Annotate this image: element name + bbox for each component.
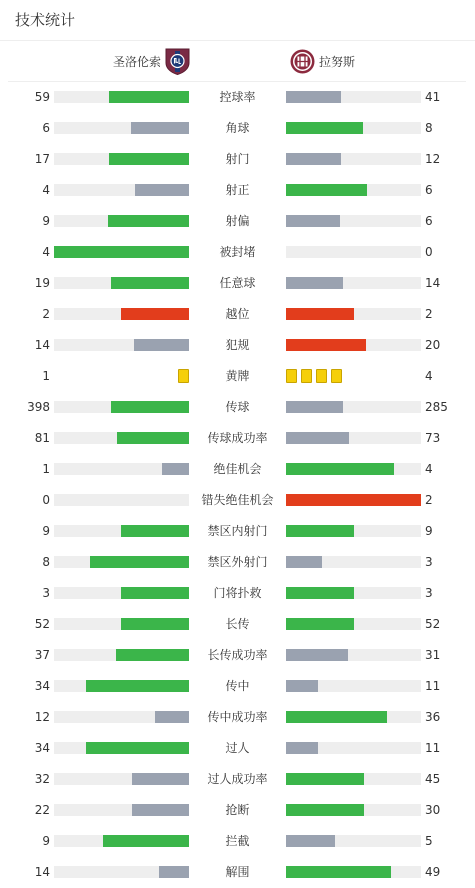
home-bar-track xyxy=(54,432,189,444)
away-bar-fill xyxy=(286,153,341,165)
home-bar-fill xyxy=(109,153,189,165)
home-bar-track xyxy=(54,866,189,878)
home-bar-fill xyxy=(117,432,189,444)
stat-label: 传中成功率 xyxy=(207,710,268,724)
home-value: 81 xyxy=(34,431,50,445)
home-bar-fill xyxy=(108,215,189,227)
home-team[interactable] xyxy=(113,48,190,75)
home-value: 4 xyxy=(42,183,50,197)
away-bar-fill xyxy=(286,339,366,351)
home-bar-fill xyxy=(134,339,189,351)
away-value: 41 xyxy=(425,90,441,104)
home-value: 34 xyxy=(34,679,50,693)
home-value: 19 xyxy=(34,276,50,290)
stat-row[interactable] xyxy=(0,640,475,671)
away-bar-track xyxy=(286,494,421,506)
away-value: 31 xyxy=(425,648,441,662)
away-bar-fill xyxy=(286,215,340,227)
away-value: 9 xyxy=(425,524,433,538)
home-bar-fill xyxy=(111,401,189,413)
stat-row[interactable] xyxy=(0,516,475,547)
away-bar-fill xyxy=(286,432,349,444)
stat-label: 犯规 xyxy=(225,338,250,352)
away-bar-fill xyxy=(286,184,367,196)
home-bar-fill xyxy=(135,184,189,196)
stat-row[interactable] xyxy=(0,175,475,206)
home-bar-track xyxy=(54,525,189,537)
home-bar-track xyxy=(54,153,189,165)
away-value: 3 xyxy=(425,586,433,600)
home-bar-fill xyxy=(121,618,189,630)
home-value: 32 xyxy=(34,772,50,786)
away-bar-track xyxy=(286,773,421,785)
stats-list xyxy=(0,82,475,888)
away-value: 49 xyxy=(425,865,441,879)
home-value: 0 xyxy=(42,493,50,507)
stat-row[interactable] xyxy=(0,733,475,764)
away-value: 30 xyxy=(425,803,441,817)
away-bar-fill xyxy=(286,680,318,692)
home-bar-fill xyxy=(162,463,189,475)
stat-label: 过人成功率 xyxy=(207,772,268,786)
stat-row[interactable] xyxy=(0,609,475,640)
stat-row[interactable] xyxy=(0,702,475,733)
stat-label: 越位 xyxy=(225,307,250,321)
away-bar-track xyxy=(286,556,421,568)
away-bar-fill xyxy=(286,587,354,599)
away-value: 4 xyxy=(425,462,433,476)
away-bar-track xyxy=(286,649,421,661)
home-bar-fill xyxy=(90,556,189,568)
stat-label: 被封堵 xyxy=(219,245,256,259)
home-value: 9 xyxy=(42,214,50,228)
home-bar-fill xyxy=(103,835,189,847)
home-value: 37 xyxy=(34,648,50,662)
home-team-name: 圣洛伦索 xyxy=(112,54,161,69)
stat-row[interactable] xyxy=(0,795,475,826)
away-bar-fill xyxy=(286,866,391,878)
away-value: 0 xyxy=(425,245,433,259)
away-value: 36 xyxy=(425,710,441,724)
page-title: 技术统计 xyxy=(15,11,76,29)
stat-label: 射门 xyxy=(225,152,250,166)
away-value: 73 xyxy=(425,431,441,445)
home-bar-track xyxy=(54,308,189,320)
stat-label: 抢断 xyxy=(225,803,250,817)
away-value: 14 xyxy=(425,276,441,290)
away-team[interactable] xyxy=(290,48,355,75)
away-bar-track xyxy=(286,835,421,847)
home-bar-fill xyxy=(155,711,189,723)
away-bar-track xyxy=(286,587,421,599)
away-bar-track xyxy=(286,711,421,723)
home-value: 17 xyxy=(34,152,50,166)
away-bar-track xyxy=(286,618,421,630)
away-bar-fill xyxy=(286,618,354,630)
away-bar-fill xyxy=(286,277,343,289)
away-bar-fill xyxy=(286,649,348,661)
stat-row[interactable] xyxy=(0,485,475,516)
away-bar-fill xyxy=(286,556,322,568)
home-value: 1 xyxy=(42,462,50,476)
home-value: 59 xyxy=(34,90,50,104)
home-bar-fill xyxy=(86,742,189,754)
home-bar-track xyxy=(54,246,189,258)
stat-row[interactable] xyxy=(0,113,475,144)
home-bar-track xyxy=(54,122,189,134)
stat-label: 错失绝佳机会 xyxy=(201,493,274,507)
stat-row[interactable] xyxy=(0,299,475,330)
home-value: 14 xyxy=(34,338,50,352)
away-bar-fill xyxy=(286,91,341,103)
away-bar-track xyxy=(286,525,421,537)
home-bar-fill xyxy=(121,525,189,537)
home-bar-fill xyxy=(86,680,189,692)
home-value: 52 xyxy=(34,617,50,631)
stat-row[interactable] xyxy=(0,857,475,888)
away-bar-fill xyxy=(286,525,354,537)
stat-row[interactable] xyxy=(0,578,475,609)
away-value: 6 xyxy=(425,214,433,228)
home-bar-track xyxy=(54,742,189,754)
away-value: 2 xyxy=(425,493,433,507)
home-value: 8 xyxy=(42,555,50,569)
stat-label: 解围 xyxy=(225,865,250,879)
away-bar-fill xyxy=(286,463,394,475)
home-value: 398 xyxy=(27,400,50,414)
away-bar-track xyxy=(286,277,421,289)
stat-row[interactable] xyxy=(0,826,475,857)
away-value: 11 xyxy=(425,741,441,755)
home-bar-fill xyxy=(121,308,189,320)
home-bar-track xyxy=(54,494,189,506)
home-value: 9 xyxy=(42,524,50,538)
home-bar-track xyxy=(54,804,189,816)
away-bar-track xyxy=(286,184,421,196)
away-bar-track xyxy=(286,680,421,692)
stat-row[interactable] xyxy=(0,206,475,237)
yellow-card-icon xyxy=(286,369,297,383)
home-bar-fill xyxy=(132,773,189,785)
away-bar-track xyxy=(286,91,421,103)
away-value: 2 xyxy=(425,307,433,321)
home-value: 14 xyxy=(34,865,50,879)
home-value: 4 xyxy=(42,245,50,259)
stat-label: 门将扑救 xyxy=(213,586,262,600)
stat-row[interactable] xyxy=(0,764,475,795)
stat-label: 绝佳机会 xyxy=(213,462,262,476)
home-bar-track xyxy=(54,91,189,103)
away-bar-track xyxy=(286,866,421,878)
home-value: 3 xyxy=(42,586,50,600)
home-value: 22 xyxy=(34,803,50,817)
away-value: 4 xyxy=(425,369,433,383)
home-bar-fill xyxy=(109,91,189,103)
away-bar-track xyxy=(286,308,421,320)
away-bar-fill xyxy=(286,773,364,785)
away-bar-track xyxy=(286,339,421,351)
home-bar-track xyxy=(54,773,189,785)
stat-label: 控球率 xyxy=(219,90,256,104)
stat-label: 长传成功率 xyxy=(207,648,268,662)
stats-header xyxy=(0,0,475,41)
away-bar-track xyxy=(286,432,421,444)
stat-row[interactable] xyxy=(0,144,475,175)
stat-row[interactable] xyxy=(0,454,475,485)
home-bar-track xyxy=(54,680,189,692)
stat-label: 黄牌 xyxy=(225,369,250,383)
stat-label: 传球成功率 xyxy=(207,431,268,445)
stat-label: 射正 xyxy=(225,183,250,197)
home-bar-track xyxy=(54,463,189,475)
san-lorenzo-crest-icon xyxy=(165,48,190,75)
home-bar-track xyxy=(54,587,189,599)
yellow-card-icon xyxy=(331,369,342,383)
stat-label: 任意球 xyxy=(219,276,256,290)
away-value: 8 xyxy=(425,121,433,135)
away-bar-fill xyxy=(286,804,364,816)
stat-row[interactable] xyxy=(0,671,475,702)
lanus-crest-icon xyxy=(290,48,315,75)
home-bar-track xyxy=(54,277,189,289)
away-bar-fill xyxy=(286,308,354,320)
home-bar-track xyxy=(54,649,189,661)
away-team-name: 拉努斯 xyxy=(319,54,356,69)
home-bar-fill xyxy=(131,122,189,134)
home-value: 6 xyxy=(42,121,50,135)
away-value: 52 xyxy=(425,617,441,631)
stat-label: 射偏 xyxy=(225,214,250,228)
stat-row[interactable] xyxy=(0,547,475,578)
home-value: 9 xyxy=(42,834,50,848)
home-bar-track xyxy=(54,556,189,568)
away-bar-fill xyxy=(286,401,343,413)
stat-row[interactable] xyxy=(0,392,475,423)
away-bar-track xyxy=(286,463,421,475)
stat-row[interactable] xyxy=(0,237,475,268)
home-bar-fill xyxy=(116,649,189,661)
away-value: 3 xyxy=(425,555,433,569)
away-value: 12 xyxy=(425,152,441,166)
yellow-card-icon xyxy=(301,369,312,383)
away-bar-track xyxy=(286,122,421,134)
home-bar-track xyxy=(54,711,189,723)
stat-label: 传球 xyxy=(225,400,250,414)
away-bar-track xyxy=(286,246,421,258)
home-bar-track xyxy=(54,215,189,227)
away-value: 285 xyxy=(425,400,448,414)
home-yellow-cards xyxy=(178,369,189,383)
stat-row[interactable] xyxy=(0,268,475,299)
stat-label: 过人 xyxy=(225,741,250,755)
away-value: 45 xyxy=(425,772,441,786)
home-value: 34 xyxy=(34,741,50,755)
away-yellow-cards xyxy=(286,369,342,383)
away-bar-track xyxy=(286,401,421,413)
home-bar-fill xyxy=(121,587,189,599)
stat-label: 禁区内射门 xyxy=(207,524,268,538)
yellow-card-icon xyxy=(316,369,327,383)
away-value: 6 xyxy=(425,183,433,197)
away-value: 11 xyxy=(425,679,441,693)
home-bar-track xyxy=(54,401,189,413)
home-value: 1 xyxy=(42,369,50,383)
away-bar-fill xyxy=(286,122,363,134)
away-bar-fill xyxy=(286,494,421,506)
stat-row[interactable] xyxy=(0,330,475,361)
stat-label: 拦截 xyxy=(225,834,250,848)
stat-row[interactable] xyxy=(0,361,475,392)
home-bar-track xyxy=(54,618,189,630)
away-bar-track xyxy=(286,804,421,816)
stat-row[interactable] xyxy=(0,423,475,454)
home-value: 12 xyxy=(34,710,50,724)
away-bar-fill xyxy=(286,742,318,754)
home-bar-track xyxy=(54,339,189,351)
away-bar-fill xyxy=(286,711,387,723)
home-bar-fill xyxy=(111,277,189,289)
team-header-row xyxy=(8,41,466,82)
home-bar-track xyxy=(54,184,189,196)
home-bar-fill xyxy=(54,246,189,258)
away-value: 20 xyxy=(425,338,441,352)
away-bar-track xyxy=(286,153,421,165)
away-bar-track xyxy=(286,742,421,754)
stat-row[interactable] xyxy=(0,82,475,113)
stat-label: 禁区外射门 xyxy=(207,555,268,569)
home-bar-track xyxy=(54,835,189,847)
home-bar-fill xyxy=(159,866,189,878)
home-value: 2 xyxy=(42,307,50,321)
away-value: 5 xyxy=(425,834,433,848)
stat-label: 长传 xyxy=(225,617,250,631)
away-bar-track xyxy=(286,215,421,227)
home-bar-fill xyxy=(132,804,189,816)
stat-label: 传中 xyxy=(225,679,250,693)
away-bar-fill xyxy=(286,835,335,847)
yellow-card-icon xyxy=(178,369,189,383)
stat-label: 角球 xyxy=(225,121,250,135)
